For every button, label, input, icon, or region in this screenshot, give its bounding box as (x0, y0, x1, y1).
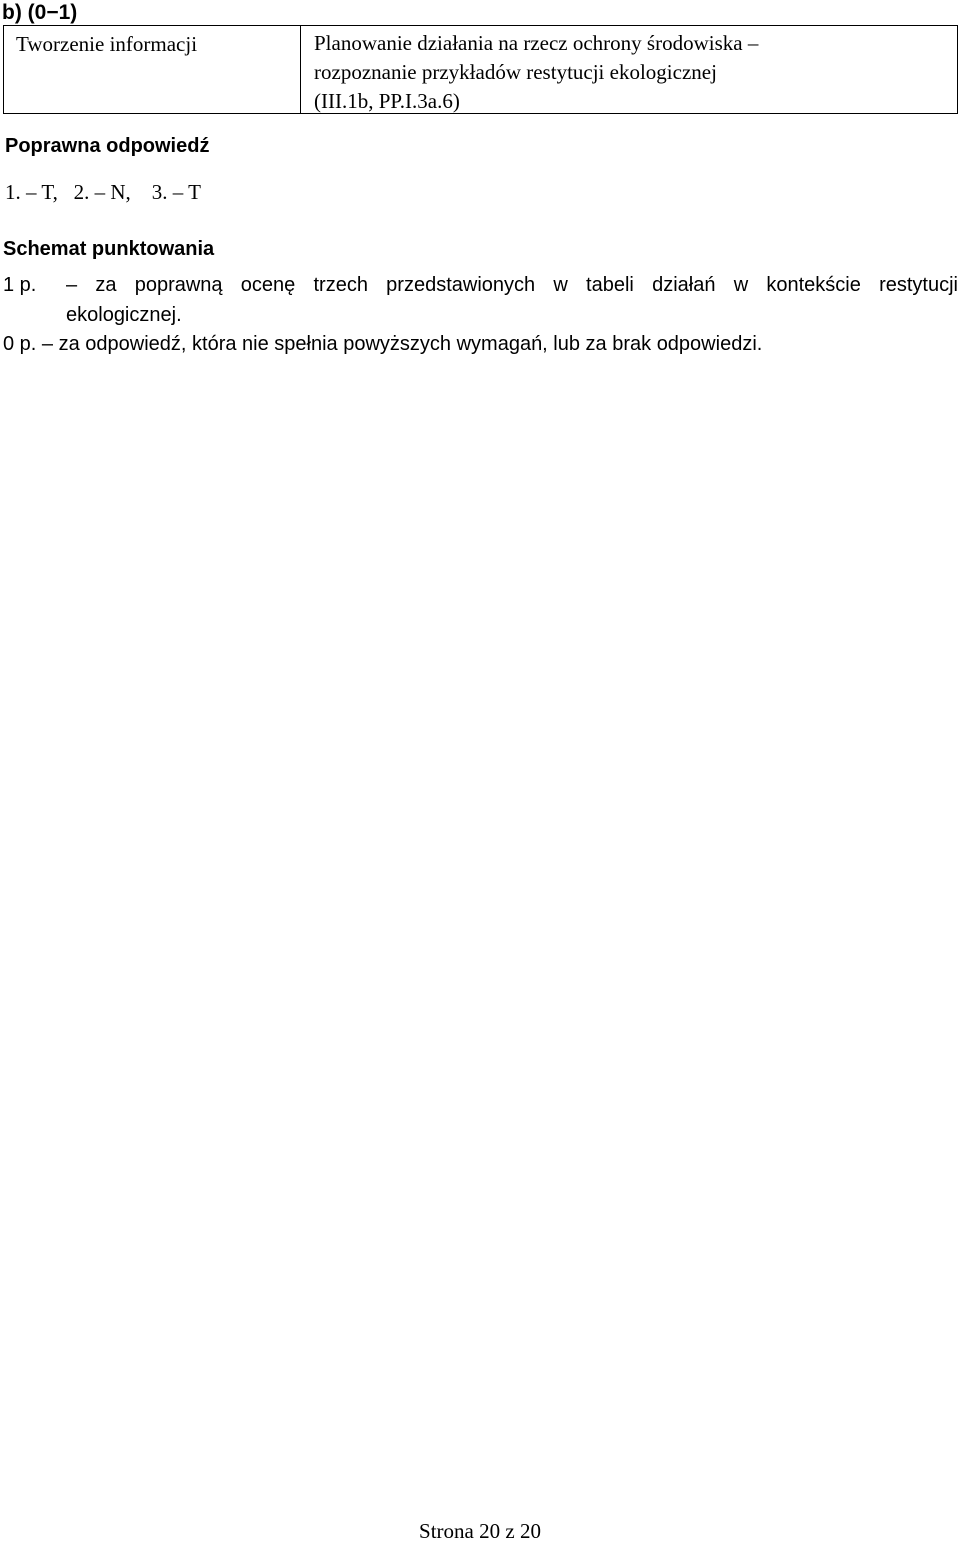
correct-answer-text: 1. – T, 2. – N, 3. – T (5, 180, 202, 204)
requirements-table (3, 25, 958, 114)
score-description: – za odpowiedź, która nie spełnia powyższych wymagań, lub za brak odpowiedzi. (41, 333, 763, 355)
requirements-line-1: Planowanie działania na rzecz ochrony środowiska – (314, 31, 759, 55)
requirements-category: Tworzenie informacji (16, 32, 198, 56)
requirements-line-3: (III.1b, PP.I.3a.6) (314, 89, 460, 113)
score-description-continued: ekologicznej. (66, 304, 182, 326)
score-description: – za poprawną ocenę trzech przedstawionych w tabeli działań w kontekście restytucji (66, 274, 958, 296)
correct-answer-heading: Poprawna odpowiedź (5, 135, 210, 157)
requirements-line-2: rozpoznanie przykładów restytucji ekologicznej (314, 60, 717, 84)
task-heading: b) (0−1) (2, 1, 78, 24)
scoring-scheme-heading: Schemat punktowania (3, 238, 215, 260)
score-points: 0 p. (3, 333, 37, 355)
page-number: Strona 20 z 20 (419, 1519, 541, 1543)
requirements-description (314, 29, 934, 116)
requirements-left-cell (4, 26, 301, 113)
score-row-0 (3, 330, 762, 359)
score-points: 1 p. (3, 274, 37, 296)
